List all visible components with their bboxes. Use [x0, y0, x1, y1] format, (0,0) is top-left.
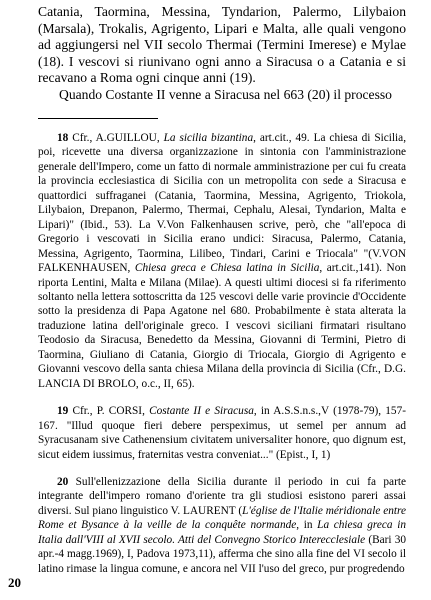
footnote-text: , in A.S.S.n.s.,V (1978-79), 157-167. "Illud quoque fieri debere perspeximus, ut semel per annum ad Syracusanam sive Cathenensium civitatem universaliter honore, quo dignum est, sicut eidem iussimus, fraternitas vestra conveniat..." (Epist., I, 1): [38, 405, 406, 461]
footnote-number: 20: [57, 475, 69, 488]
footnote-title: La sicilia bizantina: [163, 132, 254, 144]
footnote-number: 19: [57, 405, 69, 418]
footnote-title: Costante II e Siracusa: [149, 405, 254, 418]
footnote-number: 18: [57, 132, 69, 144]
footnote-text: , in: [296, 519, 318, 532]
footnote-title: L'église de l'Italie méridionale entre Rome et Bysance à la veille de la conquête normande: [38, 504, 406, 532]
footnote-text: Cfr., A.GUILLOU,: [68, 132, 164, 144]
footnote-text: , art.cit.,141). Non riporta Lentini, Malta e Milana (Milae). A questi ultimi diocesi si fa riferimento soltanto nella lettera sottoscritta da 125 vescovi delle varie provincie d'Occidente sotto la presidenza di Papa Agatone nel 680. Probabilmente è stata alterata la traduzione latina dell'originale greco. I vescovi siciliani firmatari risultano Teodosio da Siracusa, Benedetto da Messina, Giovanni di Termini, Pietro di Taormina, Giuliano di Catania, Giorgio di Triocala, Giorgio di Agrigento e Giovanni vescovo della santa chiesa Milana della provincia di Sicilia (Cfr., D.G. LANCIA DI BROLO, o.c., II, 65).: [38, 262, 407, 390]
footnote-text: , art.cit., 49. La chiesa di Sicilia, poi, ricevette una diversa organizzazione in sintonia con l'amministrazione generale dell'Impero, come un fatto di normale amministrazione per cui fu creata la provincia ecclesiastica di Sicilia con un metropolita con sede a Siracusa e quattordici suffraganei (Catania, Taormina, Messina, Agrigento, Triokola, Lilybaion, Drepanon, Palermo, Thermai, Cephalu, Alesai, Tyndarion, Malta e Lipari)" (Ibid., 53). La V.Von Falkenhausen scrive, però, che "all'epoca di Gregorio i vescovati in Sicilia erano undici: Siracusa, Palermo, Catania, Messina, Agrigento, Taormina, Lilibeo, Tindari, Carini e Triocala" "(V.VON FALKENHAUSEN,: [38, 132, 407, 275]
footnotes: [38, 131, 406, 576]
main-paragraph-2: Quando Costante II venne a Siracusa nel 663 (20) il processo: [59, 86, 392, 102]
footnote-separator: [38, 118, 158, 119]
footnote-title: Chiesa greca e Chiesa latina in Sicilia: [134, 262, 320, 275]
footnote-18: [38, 131, 406, 391]
main-paragraph-1: Catania, Taormina, Messina, Tyndarion, Palermo, Lilybaion (Marsala), Trokalis, Agrigento, Lipari e Malta, alle quali vengono ad aggiungersi nel VII secolo Thermai (Termini Imerese) e Mylae (18). I vescovi si riunivano ogni anno a Siracusa o a Catania e si recavano a Roma ogni cinque anni (19).: [38, 4, 406, 86]
footnote-20: [38, 475, 406, 576]
footnote-text: Sull'ellenizzazione della Sicilia durante il periodo in cui fa parte integrante dell'impero romano d'oriente tra gli studiosi esistono pareri assai diversi. Sul piano linguistico V. LAURENT (: [38, 475, 406, 517]
footnote-text: Cfr., P. CORSI,: [68, 405, 150, 418]
main-text: [38, 4, 406, 104]
footnote-text: (Bari 30 apr.-4 magg.1969), I, Padova 1973,11), afferma che sino alla fine del VI secolo il latino rimase la lingua comune, e ancora nel VII l'uso del greco, pur progredendo: [38, 533, 406, 575]
footnote-19: [38, 404, 406, 462]
page-number: 20: [8, 575, 21, 590]
footnote-title: La chiesa greca in Italia dall'VIII al XVII secolo. Atti del Convegno Storico Interecclesiale: [38, 519, 406, 546]
